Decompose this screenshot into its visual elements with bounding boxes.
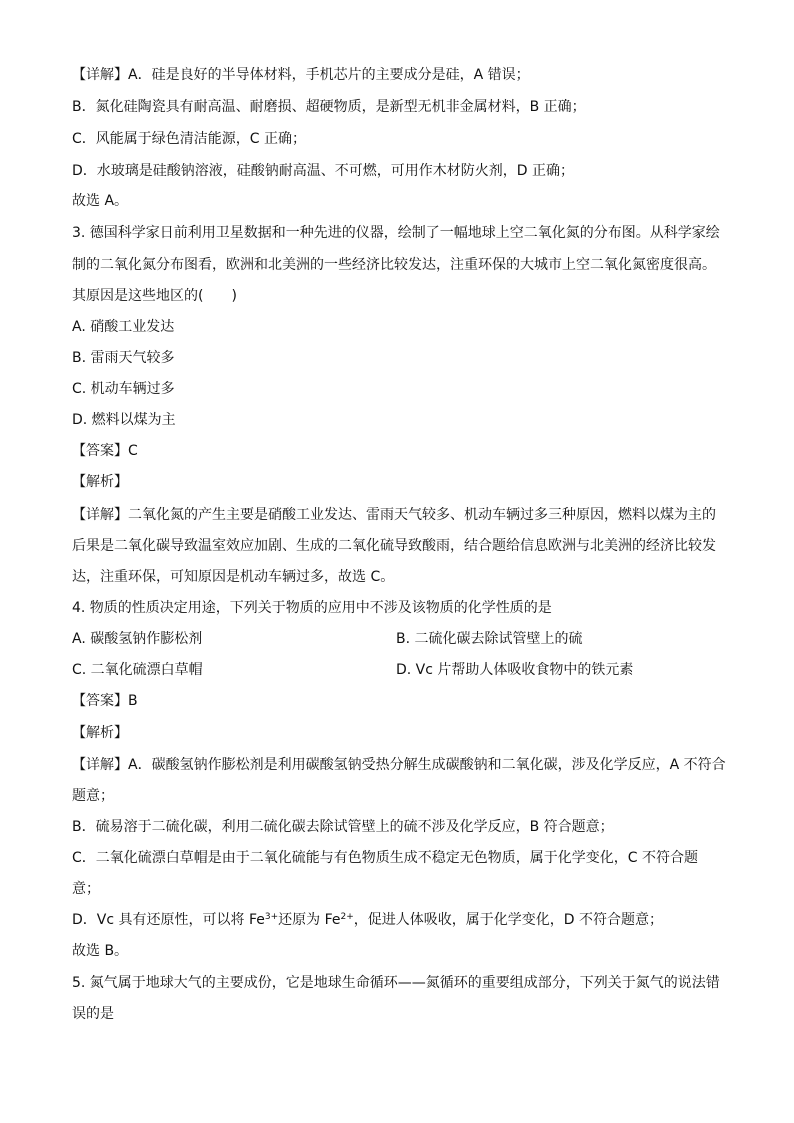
option-a: A. 硝酸工业发达 xyxy=(72,319,175,335)
option-a: A. 碳酸氢钠作膨松剂 xyxy=(72,631,203,647)
option-b: B. 雷雨天气较多 xyxy=(72,350,175,366)
text-line: D．水玻璃是硅酸钠溶液，硅酸钠耐高温、不可燃，可用作木材防火剂，D 正确； xyxy=(72,163,575,179)
question-4-stem: 4. 物质的性质决定用途，下列关于物质的应用中不涉及该物质的化学性质的是 xyxy=(72,600,552,616)
text-line: 后果是二氧化碳导致温室效应加剧、生成的二氧化硫导致酸雨，结合题给信息欧洲与北美洲的经济比较发 xyxy=(72,538,716,554)
option-d: D. 燃料以煤为主 xyxy=(72,412,176,428)
text-run: 还原为 Fe xyxy=(278,912,341,928)
text-line: 故选 B。 xyxy=(72,943,129,959)
question-5-stem: 误的是 xyxy=(72,1006,114,1022)
option-c: C. 机动车辆过多 xyxy=(72,381,175,397)
option-d: D. Vc 片帮助人体吸收食物中的铁元素 xyxy=(396,662,634,678)
text-line: 意； xyxy=(72,881,100,897)
text-line: 题意； xyxy=(72,788,114,804)
text-run: ，促进人体吸收，属于化学变化，D 不符合题意； xyxy=(353,912,664,928)
answer-label: 【答案】B xyxy=(72,693,138,709)
text-line: 故选 A。 xyxy=(72,193,129,209)
superscript: 3+ xyxy=(264,912,279,922)
answer-label: 【答案】C xyxy=(72,443,138,459)
text-line: C．风能属于绿色清洁能源，C 正确； xyxy=(72,131,307,147)
text-line: 【详解】A．碳酸氢钠作膨松剂是利用碳酸氢钠受热分解生成碳酸钠和二氧化碳，涉及化学反应，A 不符合 xyxy=(72,757,726,773)
text-line xyxy=(72,911,663,929)
text-line: C．二氧化硫漂白草帽是由于二氧化硫能与有色物质生成不稳定无色物质，属于化学变化，C 不符合题 xyxy=(72,850,698,866)
option-c: C. 二氧化硫漂白草帽 xyxy=(72,662,203,678)
analysis-label: 【解析】 xyxy=(72,474,128,490)
question-5-stem: 5. 氮气属于地球大气的主要成份，它是地球生命循环——氮循环的重要组成部分，下列关于氮气的说法错 xyxy=(72,975,720,991)
question-3-stem: 其原因是这些地区的( ) xyxy=(72,288,237,304)
text-line: 【详解】A．硅是良好的半导体材料，手机芯片的主要成分是硅，A 错误； xyxy=(72,67,530,83)
text-line: 达，注重环保，可知原因是机动车辆过多，故选 C。 xyxy=(72,569,395,585)
question-3-stem: 制的二氧化氮分布图看，欧洲和北美洲的一些经济比较发达，注重环保的大城市上空二氧化氮密度很高。 xyxy=(72,257,716,273)
text-line: B．硫易溶于二硫化碳，利用二硫化碳去除试管壁上的硫不涉及化学反应，B 符合题意； xyxy=(72,819,614,835)
question-3-stem: 3. 德国科学家日前利用卫星数据和一种先进的仪器，绘制了一幅地球上空二氧化氮的分布图。从科学家绘 xyxy=(72,225,720,241)
option-b: B. 二硫化碳去除试管壁上的硫 xyxy=(396,631,583,647)
text-line: B．氮化硅陶瓷具有耐高温、耐磨损、超硬物质，是新型无机非金属材料，B 正确； xyxy=(72,99,586,115)
text-run: D．Vc 具有还原性，可以将 Fe xyxy=(72,912,265,928)
analysis-label: 【解析】 xyxy=(72,725,128,741)
superscript: 2+ xyxy=(340,912,354,922)
text-line: 【详解】二氧化氮的产生主要是硝酸工业发达、雷雨天气较多、机动车辆过多三种原因，燃料以煤为主的 xyxy=(72,507,716,523)
